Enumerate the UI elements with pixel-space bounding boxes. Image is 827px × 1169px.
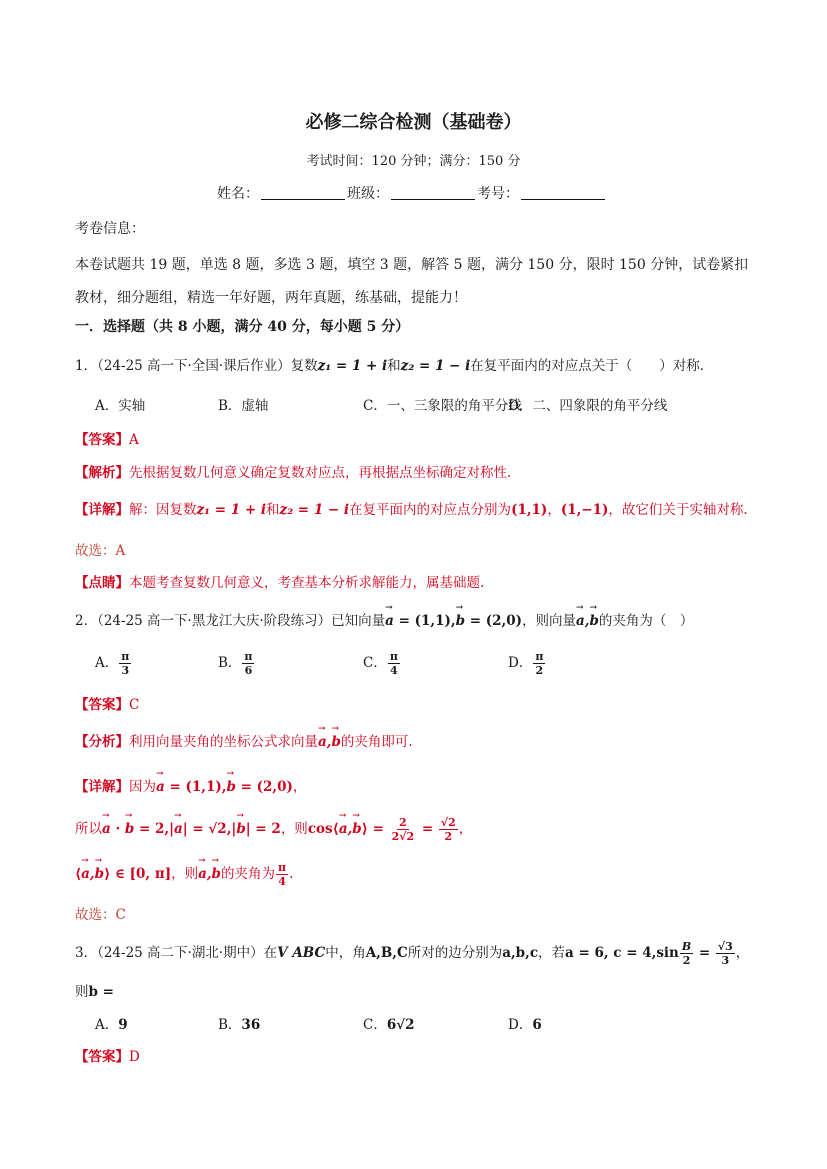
q1-answer-tag: 【答案】	[75, 432, 129, 448]
q2-eq-b: = (2,0)	[465, 613, 523, 629]
q3-answer-tag: 【答案】	[75, 1049, 129, 1065]
q2-analysis-vec-b: → b	[331, 734, 340, 750]
q2-dot: ·	[110, 821, 125, 837]
q2-l3-vec-a2: → a	[198, 866, 207, 882]
q3-option-b[interactable]	[218, 1013, 260, 1033]
q2-d-num: π	[535, 650, 544, 663]
q3-option-b-label: B．	[218, 1017, 242, 1033]
q2-vec-b: → b	[456, 613, 465, 629]
q1-number: 1．	[75, 358, 98, 374]
q1-detail-a: 解：因复数	[129, 502, 197, 518]
q3-option-d-label: D．	[508, 1017, 533, 1033]
number-label: 考号：	[477, 186, 519, 202]
q2-stem-a: 已知向量	[331, 613, 386, 629]
q2-l3-vec-a: → a	[81, 866, 90, 882]
q3-sin-den: 2	[682, 954, 691, 967]
name-label: 姓名：	[217, 186, 259, 202]
q2-detail-line-1	[75, 775, 306, 795]
q3-tail: ，	[735, 945, 750, 961]
q1-point-2: (1,−1)	[560, 502, 609, 518]
q1-detail-and: 和	[266, 502, 280, 518]
q2-comma: ,	[584, 613, 590, 629]
q2-abs-b: = 2	[250, 821, 281, 837]
q2-choice	[75, 903, 126, 923]
q2-cos: cos	[307, 821, 333, 837]
q2-detail-eq-b: = (2,0)	[235, 779, 293, 795]
q2-d-den: 2	[535, 664, 544, 677]
number-blank[interactable]	[521, 199, 605, 200]
q2-option-a-frac	[119, 650, 131, 677]
q3-answer-value: D	[129, 1049, 140, 1065]
q2-detail-vec-a: → a	[156, 779, 165, 795]
q2-option-d-label: D．	[508, 655, 533, 671]
q2-answer-value: C	[129, 697, 140, 713]
q3-sin: sin	[656, 945, 679, 961]
q3-triangle: V ABC	[277, 945, 326, 961]
q2-line2-comma: ，	[458, 821, 473, 837]
q1-source: （24-25 高一下·全国·课后作业）	[97, 358, 291, 374]
q2-eq-a: = (1,1),	[393, 613, 456, 629]
q1-option-b[interactable]: B．虚轴	[218, 398, 269, 414]
q2-answer	[75, 693, 139, 713]
question-2-stem	[75, 609, 693, 629]
q2-b-num: π	[244, 650, 253, 663]
q2-f2-den: 2	[444, 830, 453, 843]
info-text: 本卷试题共 19 题，单选 8 题，多选 3 题，填空 3 题，解答 5 题，满分 150 分，限时 150 分钟，试卷紧扣教材，细分题组，精选一年好题，两年真题，练基础，提能力！	[75, 257, 749, 306]
q1-comment	[75, 571, 484, 591]
q2-vec-a: → a	[385, 613, 394, 629]
q3-source: （24-25 高二下·湖北·期中）	[97, 945, 264, 961]
q2-detail-line-3: ⟨→ a,→ b⟩ ∈ [0, π]，则→ a,→ b的夹角为 $\frac{\pi}{4}$ .	[75, 861, 293, 888]
q3-angles: A,B,C	[365, 945, 408, 961]
q1-comma: ，	[547, 502, 561, 518]
q3-given: a = 6, c = 4,	[565, 945, 657, 961]
q3-stem-a: 在	[263, 945, 278, 961]
q2-l3-vec-b2: → b	[212, 866, 221, 882]
q2-abs-vec-b: → b	[236, 821, 245, 837]
q2-cos-frac-2	[439, 816, 458, 843]
q3-option-a[interactable]	[95, 1013, 128, 1033]
q2-l3-comma: ,	[89, 866, 95, 882]
q1-choice-value: A	[115, 543, 126, 559]
q2-option-a-label: A．	[95, 655, 119, 671]
q2-a-den: 3	[121, 664, 130, 677]
q1-point-1: (1,1)	[511, 502, 548, 518]
q3-option-c[interactable]	[363, 1013, 415, 1033]
q3-ratio-num: √3	[717, 940, 733, 953]
q2-f1-num: 2	[399, 816, 407, 829]
q2-cos-comma: ,	[347, 821, 353, 837]
q2-detail-comma: ，	[292, 779, 307, 795]
q2-choice-label: 故选：	[75, 907, 116, 923]
q3-option-c-value: 6√2	[386, 1017, 415, 1033]
q1-option-a[interactable]: A．实轴	[95, 398, 146, 414]
q2-stem-b: ，则向量	[522, 613, 577, 629]
q1-option-d[interactable]: D．二、四象限的角平分线	[508, 398, 668, 414]
q2-analysis-tag: 【分析】	[75, 734, 129, 750]
q2-l3-den: 4	[278, 875, 286, 888]
section-heading: 一．选择题（共 8 小题，满分 40 分，每小题 5 分）	[75, 319, 410, 335]
q3-ratio-den: 3	[721, 954, 730, 967]
q1-option-c[interactable]: C．一、三象限的角平分线	[363, 398, 522, 414]
q2-l3-vec-b: → b	[95, 866, 104, 882]
q2-analysis	[75, 730, 413, 750]
q3-stem-d: ，若	[538, 945, 566, 961]
q2-eq2: = 2,	[134, 821, 170, 837]
q2-option-b-frac	[242, 650, 254, 677]
q3-option-d-value: 6	[532, 1017, 542, 1033]
q3-sin-num: B	[681, 940, 692, 953]
q2-option-b-label: B．	[218, 655, 242, 671]
q2-option-c-frac	[388, 650, 400, 677]
q3-option-b-value: 36	[241, 1017, 261, 1033]
q1-comment-text: 本题考查复数几何意义，考查基本分析求解能力，属基础题.	[129, 575, 485, 591]
q1-detail	[75, 498, 748, 518]
q2-l3-then: ，则	[171, 866, 199, 882]
q2-l3-period: .	[289, 866, 294, 882]
q3-option-a-value: 9	[118, 1017, 128, 1033]
q2-option-d-frac	[533, 650, 545, 677]
q2-then: ，则	[280, 821, 308, 837]
q2-l3-comma2: ,	[206, 866, 212, 882]
q2-l3-c: 的夹角为	[221, 866, 275, 882]
q2-line2-a: 所以	[75, 821, 102, 837]
q2-line2-vec-a: → a	[102, 821, 111, 837]
q3-number: 3．	[75, 945, 98, 961]
q1-comment-tag: 【点睛】	[75, 575, 129, 591]
q2-line2-vec-b: → b	[125, 821, 134, 837]
q2-f2-num: √2	[440, 816, 456, 829]
q3-stem-c: 所对的边分别为	[407, 945, 503, 961]
q3-ratio-frac	[716, 940, 735, 967]
q2-cos-vec-b: → b	[352, 821, 361, 837]
q2-option-a[interactable]	[95, 650, 132, 677]
q1-detail-b: 在复平面内的对应点分别为	[349, 502, 512, 518]
class-label: 班级：	[347, 186, 389, 202]
q1-stem-a: 复数	[290, 358, 318, 374]
q3-b-eq: b =	[88, 984, 114, 1000]
q1-detail-tag: 【详解】	[75, 502, 129, 518]
q1-detail-z1: z₁ = 1 + i	[196, 502, 267, 518]
q2-abs-vec-a: → a	[174, 821, 183, 837]
q1-analysis-text: 先根据复数几何意义确定复数对应点，再根据点坐标确定对称性.	[129, 465, 512, 481]
q1-choice	[75, 539, 125, 559]
q3-line-2	[75, 980, 114, 1000]
q3-option-c-label: C．	[363, 1017, 387, 1033]
q2-vec-b-2: → b	[589, 613, 598, 629]
q1-answer-value: A	[129, 432, 139, 448]
q2-detail-line-2: 所以→ a · → b = 2,|→ a| = √2,|→ b| = 2，则cos⟨→ a,→ b⟩ = $\frac{2}{2√2}$ = $\frac{√2}{2}$ ，	[75, 816, 472, 843]
q1-and: 和	[387, 358, 401, 374]
q1-detail-c: ，故它们关于实轴对称.	[608, 502, 748, 518]
class-blank[interactable]	[391, 199, 475, 200]
question-3-stem	[75, 940, 749, 967]
q3-line2-text: 则	[75, 984, 89, 1000]
exam-time-line: 考试时间：120 分钟；满分：150 分	[306, 154, 521, 169]
q2-c-num: π	[389, 650, 398, 663]
q2-l3-num: π	[278, 861, 287, 874]
q2-b-den: 6	[244, 664, 253, 677]
q2-analysis-b: 的夹角即可.	[340, 734, 413, 750]
q2-detail-a: 因为	[129, 779, 156, 795]
q2-in-range: ∈ [0, π]	[110, 866, 172, 882]
info-heading: 考卷信息：	[75, 221, 145, 237]
q1-choice-label: 故选：	[75, 543, 116, 559]
q2-number: 2．	[75, 613, 98, 629]
q2-analysis-vec-a: → a	[318, 734, 327, 750]
q2-analysis-comma: ,	[326, 734, 332, 750]
q1-answer	[75, 428, 139, 448]
q2-option-c[interactable]	[363, 650, 401, 677]
q1-analysis-tag: 【解析】	[75, 465, 129, 481]
q2-detail-tag: 【详解】	[75, 779, 129, 795]
q2-cos-vec-a: → a	[339, 821, 348, 837]
q1-detail-z2: z₂ = 1 − i	[279, 502, 350, 518]
q2-answer-tag: 【答案】	[75, 697, 129, 713]
q2-c-den: 4	[390, 664, 398, 677]
q2-detail-eq-a: = (1,1),	[164, 779, 227, 795]
q1-z2: z₂ = 1 − i	[400, 358, 471, 374]
q2-abs-a: = √2,	[187, 821, 232, 837]
q2-source: （24-25 高一下·黑龙江大庆·阶段练习）	[97, 613, 332, 629]
student-info-row	[217, 183, 607, 203]
q2-f1-den: 2√2	[391, 830, 415, 843]
q1-z1: z₁ = 1 + i	[317, 358, 388, 374]
q2-option-c-label: C．	[363, 655, 387, 671]
q3-option-d[interactable]	[508, 1013, 542, 1033]
q3-sin-frac	[680, 940, 693, 967]
q1-stem-b: 在复平面内的对应点关于（ ）对称．	[470, 358, 714, 374]
q2-cos-frac-1	[390, 816, 417, 843]
question-1-stem	[75, 354, 713, 374]
q2-option-b[interactable]	[218, 650, 255, 677]
q1-analysis	[75, 461, 511, 481]
q3-option-a-label: A．	[95, 1017, 119, 1033]
q2-choice-value: C	[115, 907, 126, 923]
q2-analysis-a: 利用向量夹角的坐标公式求向量	[129, 734, 318, 750]
q2-vec-a-2: → a	[576, 613, 585, 629]
q2-option-d[interactable]	[508, 650, 546, 677]
q3-answer	[75, 1045, 140, 1065]
q3-eq: =	[694, 945, 715, 961]
q2-l3-frac	[276, 861, 288, 888]
q2-detail-vec-b: → b	[226, 779, 235, 795]
q3-stem-b: 中，角	[325, 945, 366, 961]
name-blank[interactable]	[261, 199, 345, 200]
q3-sides: a,b,c	[502, 945, 539, 961]
q2-a-num: π	[121, 650, 130, 663]
q2-stem-c: 的夹角为（ ）	[598, 613, 694, 629]
page-title: 必修二综合检测（基础卷）	[305, 112, 522, 133]
